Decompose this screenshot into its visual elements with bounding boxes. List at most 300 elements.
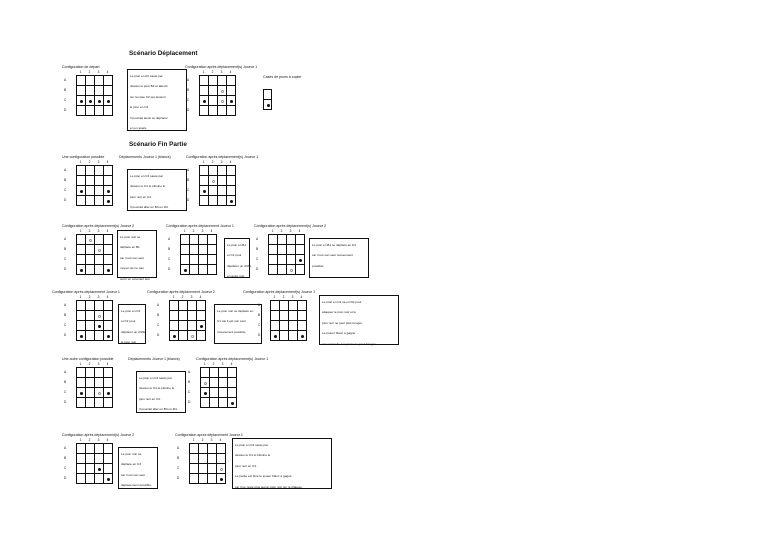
cell-empty	[104, 76, 113, 86]
column-label: 1	[172, 295, 175, 299]
cell-empty	[86, 454, 95, 464]
cell-empty	[210, 378, 219, 388]
cell-empty	[86, 311, 95, 321]
cell-marker	[218, 96, 227, 106]
cell-empty	[271, 301, 280, 311]
cell-empty	[298, 301, 307, 311]
cell-empty	[289, 301, 298, 311]
cell-empty	[287, 245, 296, 255]
cell-pawn	[104, 186, 113, 196]
row-label: B	[168, 247, 171, 251]
game-board	[185, 159, 236, 206]
cell-empty	[200, 196, 209, 206]
cell-empty	[95, 86, 104, 96]
cell-empty	[104, 311, 113, 321]
game-board	[185, 69, 236, 116]
title-fin-partie: Scénario Fin Partie	[129, 141, 187, 148]
cell-empty	[200, 86, 209, 96]
cell-empty	[219, 368, 228, 378]
explanation-box	[117, 230, 157, 281]
copy-cell-pawn	[264, 100, 272, 110]
cell-pawn	[197, 321, 206, 331]
explanation-line: et C2 pour	[121, 319, 136, 324]
cell-pawn	[271, 331, 280, 341]
column-label: 2	[88, 438, 91, 442]
caption: Cases de pions à copier	[263, 75, 302, 79]
cell-empty	[209, 106, 218, 116]
explanation-box	[118, 304, 146, 344]
cell-empty	[197, 331, 206, 341]
cell-empty	[86, 368, 95, 378]
explanation-box	[118, 447, 158, 489]
column-label: 3	[220, 70, 223, 74]
explanation-line: déplace en C3	[121, 462, 141, 467]
cell-empty	[86, 388, 95, 398]
row-label: B	[187, 178, 190, 182]
cell-empty	[188, 301, 197, 311]
row-label: A	[64, 303, 67, 307]
cell-empty	[278, 235, 287, 245]
column-label: 3	[97, 295, 100, 299]
cell-marker	[95, 388, 104, 398]
cell-empty	[104, 235, 113, 245]
cell-empty	[77, 86, 86, 96]
caption: Configuration après déplacement(s) Joueur 1	[186, 155, 259, 159]
column-label: 1	[79, 229, 82, 233]
column-label: 3	[220, 160, 223, 164]
cell-empty	[208, 265, 217, 275]
cell-empty	[199, 235, 208, 245]
explanation-line: Il pourrait aussi se déplacer	[130, 115, 168, 120]
row-label: A	[64, 78, 67, 82]
cell-empty	[190, 444, 199, 454]
cell-empty	[95, 331, 104, 341]
explanation-line: en en avant.	[130, 126, 148, 131]
row-label: D	[187, 108, 190, 112]
cell-empty	[208, 474, 217, 484]
cell-empty	[86, 444, 95, 454]
explanation-line: déplace en B1	[120, 245, 140, 250]
explanation-line: Le pion en C3	[121, 309, 141, 313]
explanation-line: Le pion noir se	[120, 235, 141, 239]
row-label: D	[188, 400, 191, 404]
explanation-line: Le partie est finie le joueur blanc a gagné	[235, 474, 292, 479]
cell-empty	[190, 464, 199, 474]
explanation-line: Le pion en C2 saute par	[130, 174, 164, 178]
cell-empty	[104, 398, 113, 408]
cell-pawn	[217, 474, 226, 484]
column-label: 4	[106, 362, 109, 366]
cell-empty	[199, 464, 208, 474]
cell-empty	[217, 454, 226, 464]
caption: Configuration après déplacement(s) Joueur 1	[196, 357, 269, 361]
cell-empty	[170, 301, 179, 311]
column-label: 2	[88, 295, 91, 299]
cell-empty	[197, 301, 206, 311]
cell-pawn	[228, 398, 237, 408]
column-label: 1	[192, 438, 195, 442]
cell-empty	[179, 321, 188, 331]
row-label: D	[64, 333, 67, 337]
row-label: C	[187, 98, 190, 102]
cell-empty	[86, 331, 95, 341]
explanation-box	[309, 238, 369, 278]
row-label: A	[64, 446, 67, 450]
column-label: 4	[298, 229, 301, 233]
cell-empty	[77, 454, 86, 464]
cell-empty	[95, 106, 104, 116]
row-label: A	[188, 370, 191, 374]
cell-empty	[95, 444, 104, 454]
cell-empty	[210, 388, 219, 398]
cell-empty	[86, 255, 95, 265]
row-label: B	[157, 313, 160, 317]
cell-empty	[208, 444, 217, 454]
cell-empty	[227, 106, 236, 116]
row-label: B	[187, 88, 190, 92]
explanation-line: le pion noir	[121, 340, 137, 345]
column-label: 3	[97, 229, 100, 233]
explanation-line: car il est son seul mouvement	[312, 253, 353, 258]
cell-empty	[95, 474, 104, 484]
row-label: B	[188, 380, 191, 384]
column-label: 4	[199, 295, 202, 299]
column-label: 4	[210, 229, 213, 233]
cell-empty	[228, 368, 237, 378]
cell-marker	[218, 86, 227, 96]
cell-empty	[95, 378, 104, 388]
cell-marker	[217, 464, 226, 474]
explanation-line: le pion en C2.	[130, 105, 150, 110]
column-label: 4	[106, 229, 109, 233]
cell-empty	[227, 76, 236, 86]
cell-empty	[86, 265, 95, 275]
column-label: 3	[97, 362, 100, 366]
cell-pawn	[77, 388, 86, 398]
column-label: 1	[183, 229, 186, 233]
explanation-line: car il est son seul	[121, 472, 145, 477]
column-label: 2	[88, 229, 91, 233]
row-label: C	[157, 323, 160, 327]
row-label: A	[177, 446, 180, 450]
caption: Configuration après déplacement Joueur 2	[147, 290, 215, 294]
explanation-box	[232, 438, 332, 489]
row-label: B	[64, 456, 67, 460]
cell-empty	[190, 265, 199, 275]
column-label: 3	[210, 438, 213, 442]
cell-empty	[77, 444, 86, 454]
explanation-line: déplacer un chiffe	[121, 329, 146, 334]
cell-empty	[228, 388, 237, 398]
cell-empty	[280, 331, 289, 341]
row-label: C	[256, 257, 259, 261]
game-board	[186, 361, 237, 408]
cell-empty	[77, 368, 86, 378]
cell-marker	[95, 311, 104, 321]
cell-empty	[77, 398, 86, 408]
row-label: C	[188, 390, 191, 394]
cell-empty	[218, 176, 227, 186]
cell-empty	[95, 76, 104, 86]
row-label: C	[64, 466, 67, 470]
cell-empty	[86, 86, 95, 96]
cell-pawn	[201, 388, 210, 398]
cell-empty	[179, 301, 188, 311]
caption: Configuration après déplacement(s) Joueur 2	[62, 433, 135, 437]
cell-empty	[95, 166, 104, 176]
explanation-line: Le pion en B1 se déplace en D1	[312, 243, 357, 247]
row-label: A	[64, 237, 67, 241]
cell-empty	[210, 368, 219, 378]
explanation-line: sortir en amenant leur	[120, 276, 151, 281]
cell-empty	[197, 311, 206, 321]
title-deplacement: Scénario Déplacement	[129, 50, 198, 57]
explanation-line: Le pion en C4 saute par	[235, 443, 269, 447]
cell-empty	[278, 265, 287, 275]
cell-pawn	[200, 96, 209, 106]
cell-empty	[190, 245, 199, 255]
cell-pawn	[227, 196, 236, 206]
cell-empty	[190, 454, 199, 464]
game-board	[175, 437, 226, 484]
cell-pawn	[104, 474, 113, 484]
caption: Configuration après déplacement(s) Joueur 2	[254, 224, 327, 228]
column-label: 3	[289, 229, 292, 233]
column-label: 1	[273, 295, 276, 299]
row-label: A	[187, 78, 190, 82]
cell-empty	[209, 86, 218, 96]
cell-empty	[280, 321, 289, 331]
column-label: 4	[229, 70, 232, 74]
row-label: D	[258, 333, 261, 337]
cell-empty	[278, 255, 287, 265]
explanation-box	[136, 371, 186, 413]
explanation-line: Le pion en A2 saute par	[130, 74, 163, 78]
cell-empty	[200, 106, 209, 116]
game-board	[62, 437, 113, 484]
cell-empty	[86, 321, 95, 331]
explanation-line: car il ne reste plus aucun pion noir sur le plateau	[235, 484, 302, 489]
cell-empty	[296, 245, 305, 255]
column-label: 1	[79, 160, 82, 164]
explanation-line: déplacement possible.	[121, 483, 152, 488]
row-label: D	[64, 108, 67, 112]
explanation-line: Le pion en C2 saute par	[139, 376, 173, 380]
game-board	[62, 228, 113, 275]
row-label: D	[64, 400, 67, 404]
cell-empty	[179, 311, 188, 321]
cell-empty	[181, 255, 190, 265]
cell-marker	[188, 331, 197, 341]
explanation-line: possible.	[312, 263, 325, 268]
column-label: 2	[282, 295, 285, 299]
row-label: C	[258, 323, 261, 327]
column-label: 3	[97, 70, 100, 74]
cell-pawn	[170, 331, 179, 341]
cell-pawn	[77, 331, 86, 341]
cell-empty	[104, 321, 113, 331]
row-label: D	[256, 267, 259, 271]
explanation-line: Le joueur blanc a gagné	[322, 331, 356, 336]
column-label: 4	[300, 295, 303, 299]
cell-empty	[86, 301, 95, 311]
cell-empty	[104, 166, 113, 176]
caption: Configuration de départ	[62, 65, 100, 69]
column-label: 3	[201, 229, 204, 233]
explanation-box	[214, 304, 262, 344]
row-label: D	[177, 476, 180, 480]
caption: Une configuration possible	[62, 155, 105, 159]
row-label: D	[64, 267, 67, 271]
cell-empty	[280, 301, 289, 311]
row-label: D	[64, 198, 67, 202]
column-label: 2	[280, 229, 283, 233]
row-label: A	[157, 303, 160, 307]
cell-pawn	[104, 388, 113, 398]
cell-empty	[209, 186, 218, 196]
cell-empty	[95, 235, 104, 245]
cell-empty	[77, 76, 86, 86]
explanation-line: attaquer le pion noir et le	[322, 310, 357, 315]
column-label: 2	[211, 160, 214, 164]
cell-empty	[95, 265, 104, 275]
cell-empty	[104, 454, 113, 464]
explanation-line: déplacer un chiffe	[227, 263, 252, 268]
cell-empty	[86, 464, 95, 474]
cell-pawn	[104, 196, 113, 206]
caption: Configuration après déplacement(s) Joueur 1	[243, 290, 316, 294]
explanation-line: pion noir ne peut plus bouger.	[322, 320, 363, 325]
cell-empty	[77, 235, 86, 245]
row-label: C	[64, 98, 67, 102]
row-label: D	[168, 267, 171, 271]
cell-empty	[181, 235, 190, 245]
cell-pawn	[77, 186, 86, 196]
explanation-line: Le pion noir se déplace en	[217, 309, 254, 313]
explanation-line: et C1 pour	[227, 253, 242, 258]
cell-pawn	[296, 255, 305, 265]
cell-empty	[199, 444, 208, 454]
cell-empty	[104, 301, 113, 311]
cell-empty	[104, 464, 113, 474]
row-label: A	[187, 168, 190, 172]
cell-empty	[271, 311, 280, 321]
cell-empty	[77, 166, 86, 176]
row-label: B	[64, 178, 67, 182]
row-label: A	[64, 370, 67, 374]
cell-pawn	[104, 331, 113, 341]
column-label: 1	[202, 160, 205, 164]
caption: Configuration après déplacement Joueur 1	[175, 433, 243, 437]
cell-empty	[104, 106, 113, 116]
cell-empty	[104, 444, 113, 454]
cell-empty	[199, 265, 208, 275]
game-board	[62, 294, 113, 341]
cell-empty	[228, 378, 237, 388]
cell-empty	[210, 398, 219, 408]
cell-empty	[209, 96, 218, 106]
cell-empty	[77, 311, 86, 321]
row-label: B	[64, 247, 67, 251]
cell-empty	[280, 311, 289, 321]
game-board	[256, 294, 307, 341]
column-label: 4	[230, 362, 233, 366]
cell-marker	[201, 378, 210, 388]
cell-empty	[77, 196, 86, 206]
cell-pawn	[77, 265, 86, 275]
row-label: A	[168, 237, 171, 241]
cell-empty	[104, 86, 113, 96]
cell-empty	[269, 265, 278, 275]
caption: Configuration après déplacement Joueur 1	[166, 224, 234, 228]
explanation-line: en autre noir	[227, 274, 245, 279]
cell-empty	[208, 454, 217, 464]
explanation-line: C1 car il est son seul	[217, 319, 246, 324]
cell-empty	[296, 235, 305, 245]
column-label: 1	[79, 295, 82, 299]
column-label: 4	[219, 438, 222, 442]
cell-empty	[95, 196, 104, 206]
cell-empty	[217, 444, 226, 454]
column-label: 1	[79, 70, 82, 74]
cell-marker	[86, 235, 95, 245]
column-label: 2	[181, 295, 184, 299]
column-label: 3	[97, 438, 100, 442]
column-label: 1	[203, 362, 206, 366]
row-label: D	[157, 333, 160, 337]
row-label: C	[64, 323, 67, 327]
column-label: 2	[192, 229, 195, 233]
column-label: 3	[221, 362, 224, 366]
cell-empty	[287, 235, 296, 245]
explanation-line: Le pion en B1	[227, 243, 247, 247]
cell-empty	[218, 196, 227, 206]
cell-empty	[188, 321, 197, 331]
explanation-line: pion noir en C4.	[130, 194, 152, 199]
explanation-box	[127, 69, 187, 131]
row-label: A	[64, 168, 67, 172]
cell-marker	[209, 176, 218, 186]
cell-empty	[227, 166, 236, 176]
cell-empty	[95, 176, 104, 186]
cell-empty	[227, 86, 236, 96]
column-label: 3	[190, 295, 193, 299]
cell-empty	[289, 321, 298, 331]
explanation-line: sur la case C2 qui devient	[130, 94, 166, 99]
cell-empty	[86, 398, 95, 408]
cell-marker	[287, 265, 296, 275]
cell-empty	[298, 311, 307, 321]
row-label: B	[177, 456, 180, 460]
cell-pawn	[95, 96, 104, 106]
cell-empty	[104, 378, 113, 388]
explanation-box	[319, 295, 399, 345]
cell-empty	[179, 331, 188, 341]
cell-empty	[95, 255, 104, 265]
caption: Configuration après déplacement(s) Joueur 1	[185, 65, 258, 69]
cell-empty	[86, 76, 95, 86]
cell-empty	[190, 235, 199, 245]
row-label: C	[187, 188, 190, 192]
column-label: 2	[211, 70, 214, 74]
cell-empty	[208, 245, 217, 255]
cell-empty	[86, 176, 95, 186]
cell-pawn	[104, 265, 113, 275]
column-label: 2	[212, 362, 215, 366]
cell-pawn	[227, 96, 236, 106]
cell-empty	[77, 255, 86, 265]
caption: Déplacements Joueur 1 (blancs)	[119, 155, 171, 159]
